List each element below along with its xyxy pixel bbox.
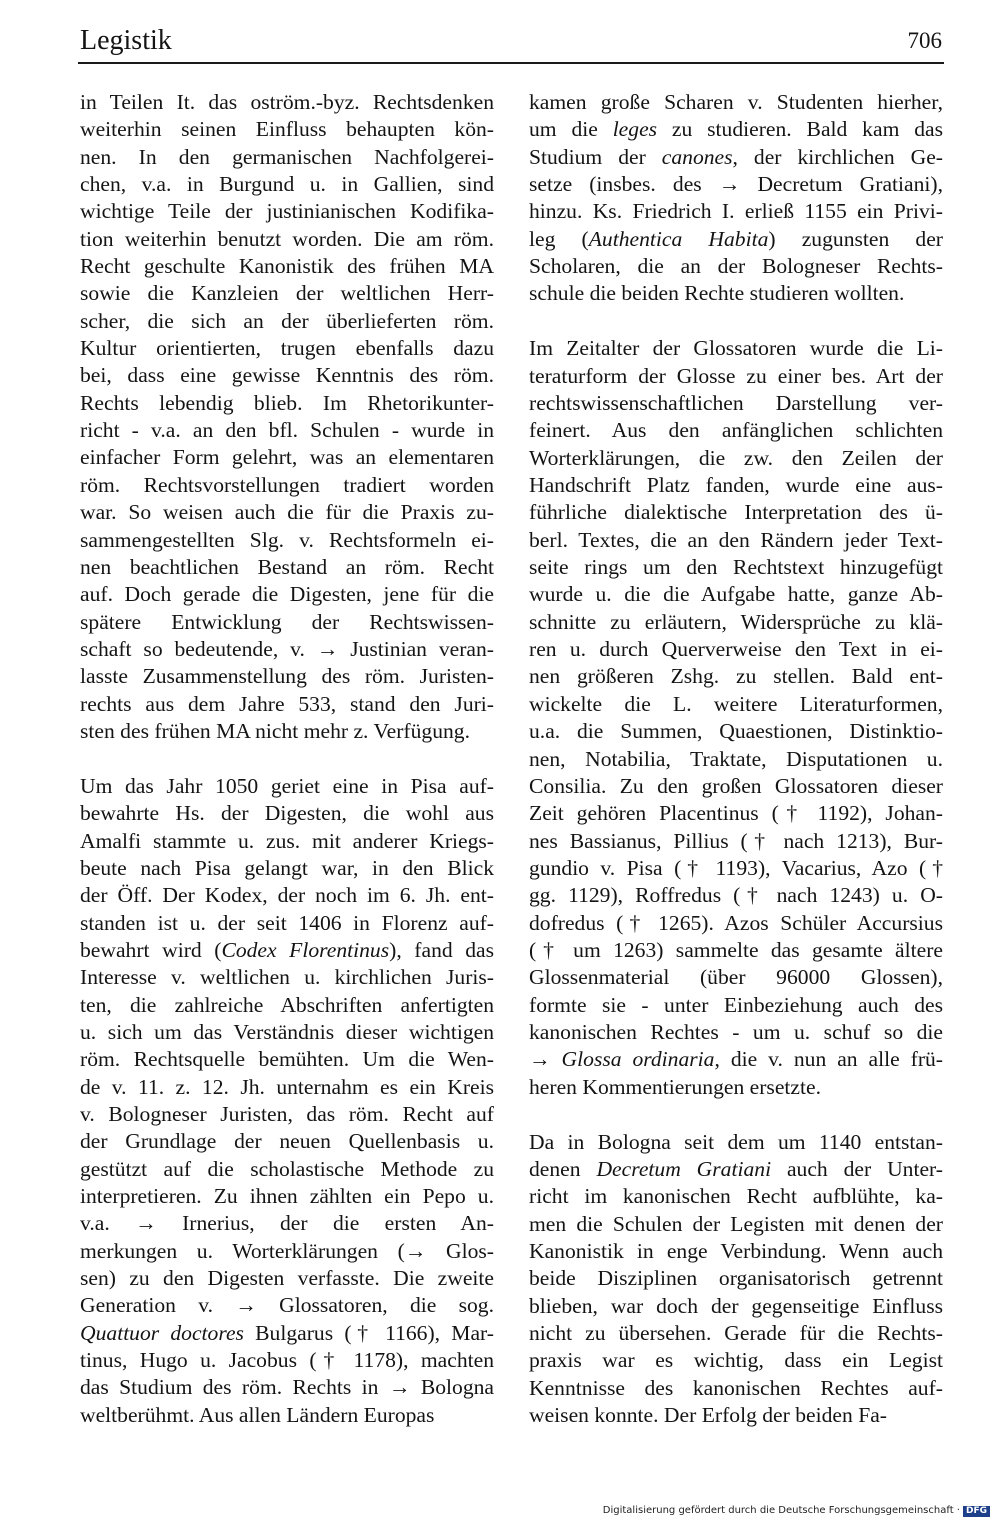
text-line: sen) zu den Digesten verfasste. Die zweite (80, 1266, 494, 1291)
text-line: Amalfi stammte u. zus. mit anderer Kriegs- (80, 828, 494, 853)
text-line: v.a. → Irnerius, der die ersten An- (80, 1211, 494, 1236)
text-line: auf. Doch gerade die Digesten, jene für die (80, 582, 494, 607)
paragraph (529, 1129, 943, 1430)
text-line: gg. 1129), Roffredus († nach 1243) u. O- (529, 883, 943, 908)
text-line: schaft so bedeutende, v. → Justinian veran- (80, 636, 494, 661)
footer-text: Digitalisierung gefördert durch die Deutsche Forschungsgemeinschaft · (602, 1505, 960, 1516)
text-line: Glossenmaterial (über 96000 Glossen), (529, 965, 943, 990)
page-title: Legistik (80, 25, 172, 56)
text-line: wickelte die L. weitere Literaturformen, (529, 691, 943, 716)
text-line: teraturform der Glosse zu einer bes. Art der (529, 363, 943, 388)
text-line: sten des frühen MA nicht mehr z. Verfügung. (80, 718, 471, 743)
text-line: gundio v. Pisa († 1193), Vacarius, Azo († (529, 855, 943, 880)
text-line: Quattuor doctores Bulgarus († 1166), Mar- (80, 1320, 494, 1345)
text-line: berl. Textes, die an den Rändern jeder Text- (529, 527, 943, 552)
text-line: formte sie - unter Einbeziehung auch des (529, 992, 943, 1017)
right-column (529, 89, 943, 1429)
text-line: nen größeren Zshg. zu stellen. Bald ent- (529, 664, 943, 689)
paragraph (529, 335, 943, 1101)
text-line: tinus, Hugo u. Jacobus († 1178), machten (80, 1348, 494, 1373)
text-line: wurde u. die die Aufgabe hatte, ganze Ab- (529, 582, 943, 607)
text-line: Generation v. → Glossatoren, die sog. (80, 1293, 494, 1318)
text-line: kamen große Scharen v. Studenten hierher, (529, 90, 943, 114)
text-line: röm. Rechtsquelle bemühten. Um die Wen- (80, 1047, 494, 1072)
text-line: leg (Authentica Habita) zugunsten der (529, 226, 943, 251)
paragraph (80, 773, 494, 1429)
text-line: Kultur orientierten, trugen ebenfalls dazu (80, 336, 494, 361)
text-line: Scholaren, die an der Bologneser Rechts- (529, 254, 943, 279)
text-line: praxis war es wichtig, dass ein Legist (529, 1348, 943, 1373)
text-line: gestützt auf die scholastische Methode zu (80, 1156, 494, 1181)
digitization-footer (603, 1505, 990, 1517)
text-line: um die leges zu studieren. Bald kam das (529, 117, 943, 142)
text-line: feinert. Aus den anfänglichen schlichten (529, 418, 943, 443)
text-line: sowie die Kanzleien der weltlichen Herr- (80, 281, 494, 306)
text-line: († um 1263) sammelte das gesamte ältere (529, 937, 943, 962)
text-line: weiterhin seinen Einfluss behaupten kön- (80, 117, 494, 142)
text-line: Interesse v. weltlichen u. kirchlichen Juris- (80, 965, 494, 990)
text-line: kanonischen Rechtes - um u. schuf so die (529, 1019, 943, 1044)
text-line: nen, Notabilia, Traktate, Disputationen u. (529, 746, 943, 771)
text-line: dofredus († 1265). Azos Schüler Accursius (529, 910, 943, 935)
paragraph (80, 89, 494, 745)
text-line: hinzu. Ks. Friedrich I. erließ 1155 ein Privi- (529, 199, 943, 224)
text-line: spätere Entwicklung der Rechtswissen- (80, 609, 494, 634)
text-line: der Öff. Der Kodex, der noch im 6. Jh. ent- (80, 883, 494, 908)
text-line: merkungen u. Worterklärungen (→ Glos- (80, 1238, 494, 1263)
text-line: tion weiterhin benutzt worden. Die am röm. (80, 226, 494, 251)
text-line: nen beachtlichen Bestand an röm. Recht (80, 554, 494, 579)
text-line: de v. 11. z. 12. Jh. unternahm es ein Kreis (80, 1074, 494, 1099)
text-line: → Glossa ordinaria, die v. nun an alle frü- (529, 1047, 944, 1072)
text-line: ren u. durch Querverweise den Text in ei- (529, 637, 943, 662)
text-line: rechtswissenschaftlichen Darstellung ver- (529, 391, 943, 416)
header-rule (78, 62, 944, 64)
text-line: Im Zeitalter der Glossatoren wurde die Li- (529, 336, 943, 361)
dfg-logo: DFG (963, 1506, 990, 1517)
text-line: Zeit gehören Placentinus († 1192), Johan- (529, 801, 943, 826)
text-line: seite rings um den Rechtstext hinzugefügt (529, 555, 943, 580)
text-line: weltberühmt. Aus allen Ländern Europas (80, 1402, 435, 1427)
text-line: chen, v.a. in Burgund u. in Gallien, sind (80, 172, 494, 197)
text-line: lasste Zusammenstellung des röm. Juristen- (80, 664, 494, 689)
text-line: richt im kanonischen Recht aufblühte, ka- (529, 1184, 943, 1209)
text-line: setze (insbes. des → Decretum Gratiani), (529, 172, 943, 197)
text-line: ten, die zahlreiche Abschriften anfertigten (80, 992, 494, 1017)
text-line: weisen konnte. Der Erfolg der beiden Fa- (529, 1403, 887, 1427)
text-line: heren Kommentierungen ersetzte. (529, 1074, 821, 1099)
text-line: führliche dialektische Interpretation des ü- (529, 500, 943, 525)
page-number: 706 (907, 28, 942, 53)
paragraph-gap (80, 745, 494, 773)
text-line: blieben, war doch der gegenseitige Einfluss (529, 1293, 943, 1318)
text-line: nen. In den germanischen Nachfolgerei- (80, 144, 494, 169)
text-line: nes Bassianus, Pillius († nach 1213), Bur- (529, 828, 943, 853)
text-line: richt - v.a. an den bfl. Schulen - wurde in (80, 418, 494, 443)
text-line: Um das Jahr 1050 geriet eine in Pisa auf- (80, 773, 494, 798)
text-line: einfacher Form gelehrt, was an elementaren (80, 445, 494, 470)
text-line: Worterklärungen, die zw. den Zeilen der (529, 445, 943, 470)
text-line: v. Bologneser Juristen, das röm. Recht auf (80, 1101, 494, 1126)
text-line: Consilia. Zu den großen Glossatoren dieser (529, 773, 943, 798)
text-line: standen ist u. der seit 1406 in Florenz auf- (80, 910, 494, 935)
left-column (80, 89, 494, 1429)
text-line: beute nach Pisa gelangt war, in den Blick (80, 855, 494, 880)
text-line: wichtige Teile der justinianischen Kodifika- (80, 199, 494, 224)
text-line: bewahrte Hs. der Digesten, die wohl aus (80, 801, 494, 826)
text-line: sammengestellten Slg. v. Rechtsformeln ei- (80, 527, 494, 552)
text-line: Handschrift Platz fanden, wurde eine aus- (529, 473, 943, 498)
text-line: scher, die sich an der überlieferten röm. (80, 308, 494, 333)
text-line: Kanonistik in enge Verbindung. Wenn auch (529, 1238, 943, 1263)
text-line: Rechts lebendig blieb. Im Rhetorikunter- (80, 390, 494, 415)
text-line: interpretieren. Zu ihnen zählten ein Pepo u. (80, 1184, 494, 1208)
text-line: Kenntnisse des kanonischen Rechtes auf- (529, 1375, 943, 1400)
paragraph-gap (529, 1101, 943, 1129)
text-line: beide Disziplinen organisatorisch getrennt (529, 1266, 943, 1291)
paragraph-gap (529, 308, 943, 336)
text-line: nicht zu übersehen. Gerade für die Rechts- (529, 1320, 943, 1345)
text-line: war. So weisen auch die für die Praxis zu- (80, 500, 494, 525)
text-line: in Teilen It. das oström.-byz. Rechtsdenken (80, 90, 494, 114)
text-line: denen Decretum Gratiani auch der Unter- (529, 1156, 943, 1181)
text-line: Studium der canones, der kirchlichen Ge- (529, 144, 943, 169)
text-line: der Grundlage der neuen Quellenbasis u. (80, 1129, 494, 1154)
text-line: schule die beiden Rechte studieren wollten. (529, 281, 905, 306)
paragraph (529, 89, 943, 308)
text-line: men die Schulen der Legisten mit denen der (529, 1211, 943, 1236)
text-line: u. sich um das Verständnis dieser wichtigen (80, 1019, 494, 1044)
text-line: schnitte zu erläutern, Widersprüche zu klä- (529, 609, 943, 634)
running-header (80, 24, 942, 60)
text-line: das Studium des röm. Rechts in → Bologna (80, 1375, 494, 1400)
text-line: bei, dass eine gewisse Kenntnis des röm. (80, 363, 494, 388)
text-line: röm. Rechtsvorstellungen tradiert worden (80, 472, 494, 497)
text-line: rechts aus dem Jahre 533, stand den Juri- (80, 691, 494, 716)
text-line: Recht geschulte Kanonistik des frühen MA (80, 254, 494, 279)
text-line: Da in Bologna seit dem um 1140 entstan- (529, 1129, 943, 1154)
text-line: u.a. die Summen, Quaestionen, Distinktio- (529, 719, 943, 744)
text-line: bewahrt wird (Codex Florentinus), fand das (80, 937, 494, 962)
